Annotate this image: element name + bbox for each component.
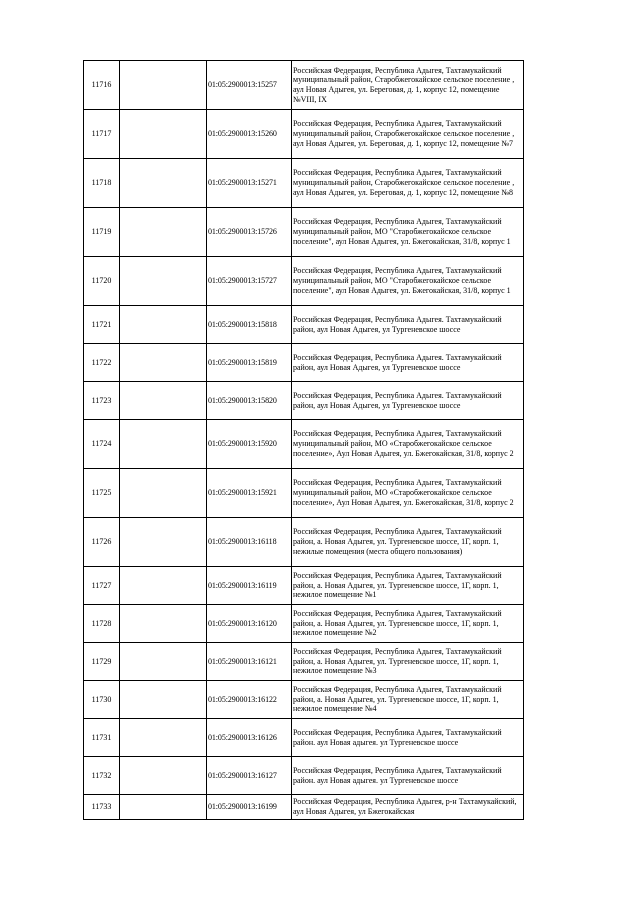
row-number-cell: 11716 (84, 61, 120, 110)
table-row (84, 757, 524, 795)
table-row (84, 159, 524, 208)
cadastral-number-cell: 01:05:2900013:16126 (207, 719, 292, 757)
cadastral-number-cell: 01:05:2900013:16119 (207, 567, 292, 605)
address-cell: Российская Федерация, Республика Адыгея, Тахтамукайский муниципальный район, Старобжегокайское сельское поселение , аул Новая Адыгея, ул. Береговая, д. 1, корпус 12, помещение №VIII, IX (292, 61, 524, 110)
cadastral-number-cell: 01:05:2900013:15818 (207, 306, 292, 344)
table-row (84, 61, 524, 110)
address-cell: Российская Федерация, Республика Адыгея, Тахтамукайский муниципальный район, МО "Старобжегокайское сельское поселение", аул Новая Адыгея, ул. Бжегокайская, 31/8, корпус 1 (292, 208, 524, 257)
table-row (84, 719, 524, 757)
table-row (84, 257, 524, 306)
address-cell: Российская Федерация, Республика Адыгея, Тахтамукайский район, а. Новая Адыгея, ул. Тургеневское шоссе, 1Г, корп. 1, нежилое помещение №2 (292, 605, 524, 643)
table-row (84, 420, 524, 469)
cadastral-number-cell: 01:05:2900013:16199 (207, 795, 292, 820)
empty-cell (120, 795, 207, 820)
row-number-cell: 11724 (84, 420, 120, 469)
row-number-cell: 11730 (84, 681, 120, 719)
table-row (84, 306, 524, 344)
empty-cell (120, 61, 207, 110)
address-cell: Российская Федерация, Республика Адыгея, Тахтамукайский район, а. Новая Адыгея, ул. Тургеневское шоссе, 1Г, корп. 1, нежилое помещение №1 (292, 567, 524, 605)
row-number-cell: 11717 (84, 110, 120, 159)
address-cell: Российская Федерация, Республика Адыгея, Тахтамукайский район. аул Новая адыгея. ул Тургеневское шоссе (292, 757, 524, 795)
empty-cell (120, 382, 207, 420)
row-number-cell: 11729 (84, 643, 120, 681)
cadastral-number-cell: 01:05:2900013:16127 (207, 757, 292, 795)
cadastral-number-cell: 01:05:2900013:15921 (207, 469, 292, 518)
table-row (84, 382, 524, 420)
row-number-cell: 11720 (84, 257, 120, 306)
empty-cell (120, 757, 207, 795)
empty-cell (120, 719, 207, 757)
registry-table (83, 60, 524, 820)
cadastral-number-cell: 01:05:2900013:15260 (207, 110, 292, 159)
address-cell: Российская Федерация, Республика Адыгея. Тахтамукайский район, аул Новая Адыгея, ул Тургеневское шоссе (292, 382, 524, 420)
empty-cell (120, 208, 207, 257)
cadastral-number-cell: 01:05:2900013:15271 (207, 159, 292, 208)
cadastral-number-cell: 01:05:2900013:15727 (207, 257, 292, 306)
table-row (84, 681, 524, 719)
empty-cell (120, 567, 207, 605)
cadastral-number-cell: 01:05:2900013:15820 (207, 382, 292, 420)
address-cell: Российская Федерация, Республика Адыгея. Тахтамукайский район, аул Новая Адыгея, ул Тургеневское шоссе (292, 306, 524, 344)
address-cell: Российская Федерация, Республика Адыгея, Тахтамукайский район, а. Новая Адыгея, ул. Тургеневское шоссе, 1Г, корп. 1, нежилое помещение №4 (292, 681, 524, 719)
empty-cell (120, 605, 207, 643)
row-number-cell: 11721 (84, 306, 120, 344)
registry-table-body (84, 61, 524, 820)
address-cell: Российская Федерация, Республика Адыгея, Тахтамукайский муниципальный район, Старобжегокайское сельское поселение , аул Новая Адыгея, ул. Береговая, д. 1, корпус 12, помещение №7 (292, 110, 524, 159)
cadastral-number-cell: 01:05:2900013:16118 (207, 518, 292, 567)
table-row (84, 110, 524, 159)
address-cell: Российская Федерация, Республика Адыгея, Тахтамукайский муниципальный район, МО «Старобжегокайское сельское поселение», Аул Новая Адыгея, ул. Бжегокайская, 31/8, корпус 2 (292, 469, 524, 518)
table-row (84, 469, 524, 518)
row-number-cell: 11728 (84, 605, 120, 643)
table-row (84, 567, 524, 605)
empty-cell (120, 643, 207, 681)
table-row (84, 795, 524, 820)
empty-cell (120, 420, 207, 469)
row-number-cell: 11727 (84, 567, 120, 605)
cadastral-number-cell: 01:05:2900013:15819 (207, 344, 292, 382)
table-row (84, 643, 524, 681)
table-row (84, 344, 524, 382)
row-number-cell: 11719 (84, 208, 120, 257)
cadastral-number-cell: 01:05:2900013:16121 (207, 643, 292, 681)
row-number-cell: 11722 (84, 344, 120, 382)
table-row (84, 518, 524, 567)
empty-cell (120, 469, 207, 518)
address-cell: Российская Федерация, Республика Адыгея, Тахтамукайский муниципальный район, Старобжегокайское сельское поселение , аул Новая Адыгея, ул. Береговая, д. 1, корпус 12, помещение №8 (292, 159, 524, 208)
row-number-cell: 11731 (84, 719, 120, 757)
empty-cell (120, 344, 207, 382)
address-cell: Российская Федерация, Республика Адыгея, Тахтамукайский район, а. Новая Адыгея, ул. Тургеневское шоссе, 1Г, корп. 1, нежилое помещение №3 (292, 643, 524, 681)
empty-cell (120, 681, 207, 719)
address-cell: Российская Федерация, Республика Адыгея, Тахтамукайский муниципальный район, МО «Старобжегокайское сельское поселение», Аул Новая Адыгея, ул. Бжегокайская, 31/8, корпус 2 (292, 420, 524, 469)
row-number-cell: 11725 (84, 469, 120, 518)
row-number-cell: 11723 (84, 382, 120, 420)
address-cell: Российская Федерация, Республика Адыгея, р-н Тахтамукайский, аул Новая Адыгея, ул Бжегокайская (292, 795, 524, 820)
row-number-cell: 11726 (84, 518, 120, 567)
empty-cell (120, 518, 207, 567)
empty-cell (120, 257, 207, 306)
cadastral-number-cell: 01:05:2900013:15257 (207, 61, 292, 110)
table-row (84, 605, 524, 643)
row-number-cell: 11732 (84, 757, 120, 795)
address-cell: Российская Федерация, Республика Адыгея. Тахтамукайский район, аул Новая Адыгея, ул Тургеневское шоссе (292, 344, 524, 382)
cadastral-number-cell: 01:05:2900013:16122 (207, 681, 292, 719)
table-row (84, 208, 524, 257)
cadastral-number-cell: 01:05:2900013:16120 (207, 605, 292, 643)
cadastral-number-cell: 01:05:2900013:15726 (207, 208, 292, 257)
address-cell: Российская Федерация, Республика Адыгея, Тахтамукайский муниципальный район, МО "Старобжегокайское сельское поселение", аул Новая Адыгея, ул. Бжегокайская, 31/8, корпус 1 (292, 257, 524, 306)
cadastral-number-cell: 01:05:2900013:15920 (207, 420, 292, 469)
row-number-cell: 11718 (84, 159, 120, 208)
address-cell: Российская Федерация, Республика Адыгея, Тахтамукайский район, а. Новая Адыгея, ул. Тургеневское шоссе, 1Г, корп. 1, нежилые помещения (места общего пользования) (292, 518, 524, 567)
empty-cell (120, 110, 207, 159)
empty-cell (120, 306, 207, 344)
empty-cell (120, 159, 207, 208)
row-number-cell: 11733 (84, 795, 120, 820)
address-cell: Российская Федерация, Республика Адыгея, Тахтамукайский район. аул Новая адыгея. ул Тургеневское шоссе (292, 719, 524, 757)
